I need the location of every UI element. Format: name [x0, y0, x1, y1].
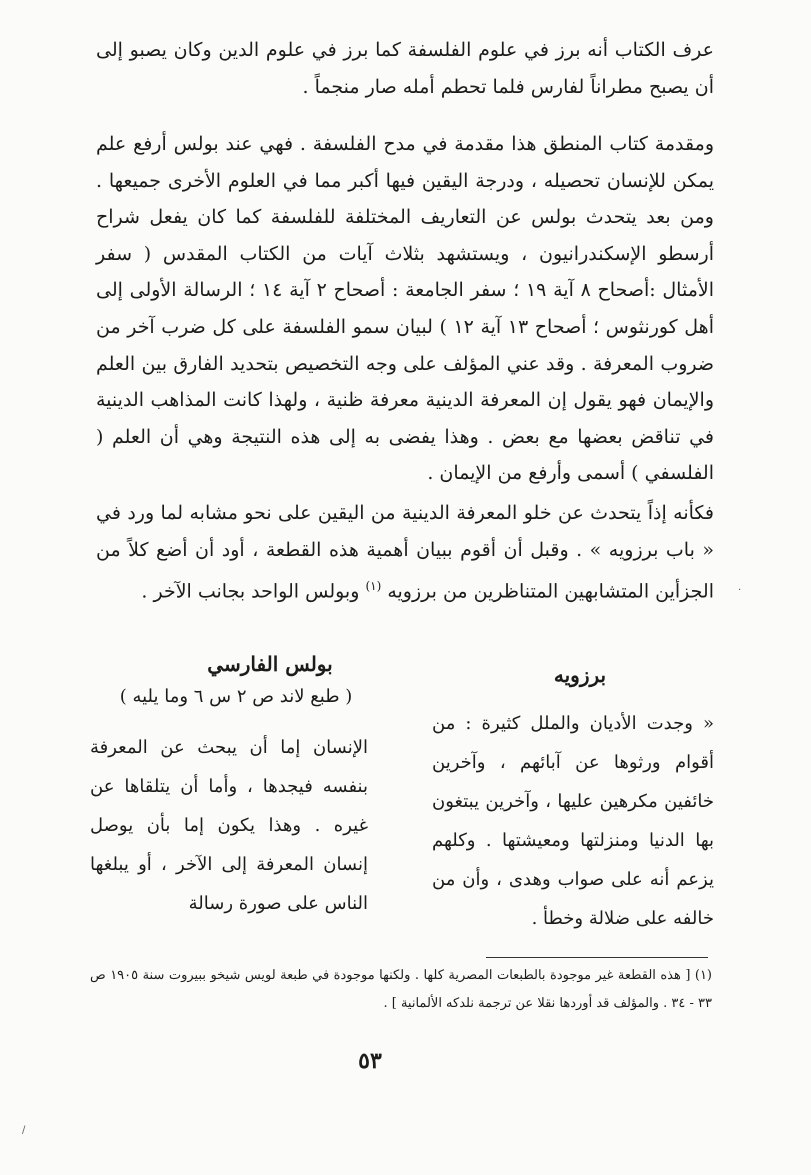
paragraph-3-text: فكأنه إذاً يتحدث عن خلو المعرفة الدينية من اليقين على نحو مشابه لما ورد في « باب برزويه » . وقبل أن أقوم ببيان أهمية هذه القطعة ، أود أن أضع كلاً من الجزأين المتشابهين المتناظرين من برزويه: [96, 502, 714, 603]
footnote-divider: [486, 957, 708, 958]
paragraph-3-end: وبولس الواحد بجانب الآخر .: [141, 580, 360, 603]
margin-speck: ·: [738, 585, 742, 596]
margin-speck: /: [22, 1125, 26, 1136]
page-number: ٥٣: [358, 1048, 382, 1074]
left-column-source-note: ( طبع لاند ص ٢ س ٦ وما يليه ): [119, 686, 353, 707]
right-column-text: « وجدت الأديان والملل كثيرة : من أقوام ورثوها عن آبائهم ، وآخرين خائفين مكرهين عليها ، وآخرين يبتغون بها الدنيا ومنزلتها ومعيشتها . وكلهم يزعم أنه على صواب وهدى ، وأن من خالفه على ضلالة وخطأ .: [432, 713, 714, 929]
left-column-text: الإنسان إما أن يبحث عن المعرفة بنفسه فيجدها ، وأما أن يتلقاها عن غيره . وهذا يكون إما بأن يوصل إنسان المعرفة إلى الآخر ، أو يبلغها الناس على صورة رسالة: [90, 737, 368, 914]
paragraph-1: عرف الكتاب أنه برز في علوم الفلسفة كما برز في علوم الدين وكان يصبو إلى أن يصبح مطراناً لفارس فلما تحطم أمله صار منجماً .: [96, 39, 714, 98]
footnote-reference: (١): [365, 579, 382, 594]
right-column-title: برزويه: [553, 663, 607, 687]
paragraph-2: ومقدمة كتاب المنطق هذا مقدمة في مدح الفلسفة . فهي عند بولس أرفع علم يمكن للإنسان تحصيله ، ودرجة اليقين فيها أكبر مما في العلوم الأخرى جميعها . ومن بعد يتحدث بولس عن التعاريف المختلفة للفلسفة كما كان يفعل شراح أرسطو الإسكندرانيون ، ويستشهد بثلاث آيات من الكتاب المقدس ( سفر الأمثال :أصحاح ٨ آية ١٩ ؛ سفر الجامعة : أصحاح ٢ آية ١٤ ؛ الرسالة الأولى إلى أهل كورنثوس ؛ أصحاح ١٣ آية ١٢ ) لبيان سمو الفلسفة على كل ضرب آخر من ضروب المعرفة . وقد عني المؤلف على وجه التخصيص بتحديد الفارق بين العلم والإيمان فهو يقول إن المعرفة الدينية معرفة ظنية ، ولهذا كانت المذاهب الدينية في تناقض بعضها مع بعض . وهذا يفضى به إلى هذه النتيجة وهي أن العلم ( الفلسفي ) أسمى وأرفع من الإيمان .: [96, 133, 714, 485]
footnote: (١) [ هذه القطعة غير موجودة بالطبعات المصرية كلها . ولكنها موجودة في طبعة لويس شيخو ببيروت سنة ١٩٠٥ ص ٣٣ - ٣٤ . والمؤلف قد أوردها نقلا عن ترجمة نلدكه الألمانية ] .: [90, 968, 712, 1011]
left-column-title: بولس الفارسي: [207, 652, 333, 676]
paragraph-3: [96, 495, 714, 610]
